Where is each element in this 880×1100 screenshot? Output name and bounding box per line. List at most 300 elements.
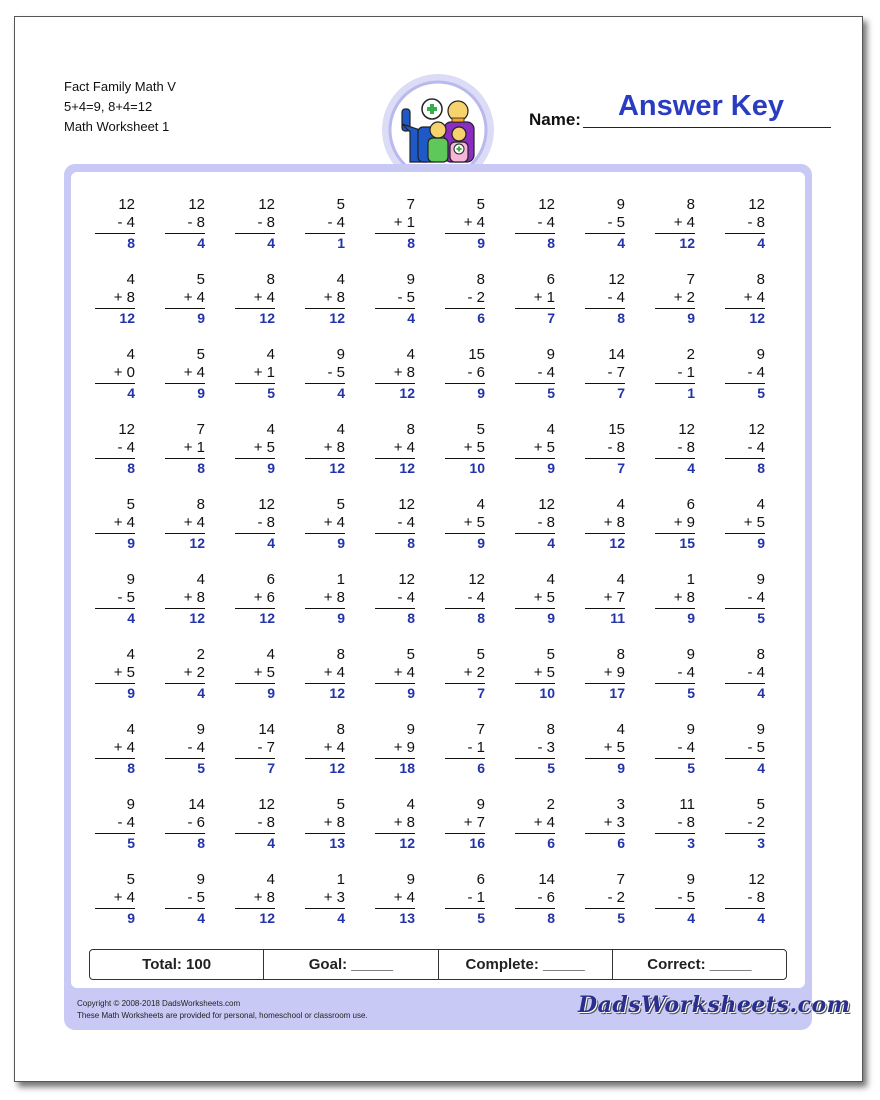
problem-operation [725, 889, 765, 907]
operator-sign: + [323, 889, 333, 906]
problem-item [585, 421, 625, 477]
operator-sign: - [467, 889, 473, 906]
problem-bottom-number: 5 [756, 514, 765, 531]
problem-answer: 5 [687, 685, 695, 701]
problem-bottom-number: 1 [686, 364, 695, 381]
problem-bottom-number: 4 [126, 439, 135, 456]
problem-operation [305, 214, 345, 232]
problem-answer: 9 [337, 610, 345, 626]
problem-top-number: 8 [196, 496, 205, 513]
problem-bottom-number: 4 [546, 214, 555, 231]
problem-bottom-number: 2 [476, 664, 485, 681]
problem-top-number: 7 [196, 421, 205, 438]
problem-item [305, 571, 345, 627]
problem-item [95, 196, 135, 252]
problem-top-number: 9 [126, 796, 135, 813]
problem-top-number: 14 [538, 871, 555, 888]
problem-operation [515, 289, 555, 307]
problem-top-number: 1 [336, 871, 345, 888]
problem-operation [235, 289, 275, 307]
problem-item [235, 796, 275, 852]
operator-sign: + [183, 664, 193, 681]
problem-item [305, 346, 345, 402]
problem-bottom-number: 4 [126, 889, 135, 906]
problem-operation [375, 214, 415, 232]
problem-top-number: 9 [546, 346, 555, 363]
problem-top-number: 8 [266, 271, 275, 288]
problem-bottom-number: 6 [546, 889, 555, 906]
problem-answer: 13 [329, 835, 345, 851]
problem-top-number: 9 [686, 721, 695, 738]
problem-operation [165, 889, 205, 907]
operator-sign: - [117, 439, 123, 456]
problem-top-number: 6 [546, 271, 555, 288]
problem-top-number: 11 [679, 796, 695, 813]
operator-sign: + [253, 889, 263, 906]
problem-top-number: 2 [196, 646, 205, 663]
problem-top-number: 1 [686, 571, 695, 588]
operator-sign: + [393, 364, 403, 381]
problem-operation [165, 289, 205, 307]
problem-answer: 8 [477, 610, 485, 626]
problem-top-number: 3 [616, 796, 625, 813]
problem-item [305, 796, 345, 852]
operator-sign: + [323, 814, 333, 831]
operator-sign: - [117, 814, 123, 831]
operator-sign: + [393, 664, 403, 681]
problem-item [725, 646, 765, 702]
problem-operation [655, 439, 695, 457]
operator-sign: + [393, 739, 403, 756]
problem-top-number: 4 [266, 646, 275, 663]
problem-operation [655, 289, 695, 307]
operator-sign: + [393, 814, 403, 831]
operator-sign: - [747, 814, 753, 831]
operator-sign: - [677, 439, 683, 456]
problem-item [375, 271, 415, 327]
brand-logo[interactable]: DadsWorksheets.com [578, 992, 851, 1018]
problem-top-number: 8 [756, 271, 765, 288]
problem-top-number: 5 [756, 796, 765, 813]
problem-bottom-number: 8 [406, 814, 415, 831]
problem-item [515, 721, 555, 777]
problem-bottom-number: 4 [126, 814, 135, 831]
problem-operation [445, 589, 485, 607]
operator-sign: + [673, 589, 683, 606]
problem-top-number: 8 [546, 721, 555, 738]
problem-answer: 4 [267, 835, 275, 851]
problem-item [235, 271, 275, 327]
problem-answer: 8 [127, 235, 135, 251]
problem-answer: 12 [679, 235, 695, 251]
problem-top-number: 15 [468, 346, 485, 363]
problem-answer: 5 [267, 385, 275, 401]
problem-top-number: 8 [686, 196, 695, 213]
problem-top-number: 8 [476, 271, 485, 288]
problem-bottom-number: 8 [266, 814, 275, 831]
problem-item [165, 346, 205, 402]
problem-top-number: 12 [398, 496, 415, 513]
problem-answer: 4 [687, 910, 695, 926]
problem-top-number: 7 [406, 196, 415, 213]
problem-answer: 12 [189, 535, 205, 551]
problem-item [235, 196, 275, 252]
problem-top-number: 12 [258, 196, 275, 213]
problem-bottom-number: 5 [616, 739, 625, 756]
operator-sign: - [187, 814, 193, 831]
problem-top-number: 4 [336, 271, 345, 288]
problem-top-number: 14 [608, 346, 625, 363]
problem-item [305, 421, 345, 477]
problem-operation [375, 814, 415, 832]
problem-bottom-number: 6 [196, 814, 205, 831]
operator-sign: - [117, 589, 123, 606]
problem-bottom-number: 8 [196, 214, 205, 231]
problem-operation [445, 664, 485, 682]
problem-top-number: 5 [476, 421, 485, 438]
problem-operation [725, 814, 765, 832]
operator-sign: + [113, 664, 123, 681]
problem-answer: 11 [610, 610, 625, 626]
problem-top-number: 4 [616, 571, 625, 588]
problem-bottom-number: 1 [196, 439, 205, 456]
operator-sign: + [603, 589, 613, 606]
problem-operation [515, 214, 555, 232]
problem-answer: 9 [547, 460, 555, 476]
problem-answer: 9 [757, 535, 765, 551]
answer-key-label: Answer Key [617, 90, 784, 122]
problem-bottom-number: 4 [756, 364, 765, 381]
problem-answer: 15 [679, 535, 695, 551]
problem-bottom-number: 4 [546, 364, 555, 381]
problem-operation [235, 364, 275, 382]
problem-operation [305, 889, 345, 907]
operator-sign: - [257, 514, 263, 531]
problem-bottom-number: 7 [616, 589, 625, 606]
problem-answer: 12 [259, 310, 275, 326]
problem-bottom-number: 7 [266, 739, 275, 756]
problem-answer: 6 [477, 310, 485, 326]
problem-operation [235, 664, 275, 682]
problem-item [725, 796, 765, 852]
operator-sign: - [537, 364, 543, 381]
operator-sign: + [393, 889, 403, 906]
problem-answer: 12 [329, 310, 345, 326]
problem-item [305, 721, 345, 777]
problem-answer: 4 [407, 310, 415, 326]
problem-bottom-number: 8 [266, 889, 275, 906]
problem-item [655, 196, 695, 252]
operator-sign: + [113, 739, 123, 756]
problem-bottom-number: 8 [266, 514, 275, 531]
problem-top-number: 9 [406, 721, 415, 738]
operator-sign: - [677, 364, 683, 381]
problem-bottom-number: 8 [336, 814, 345, 831]
problem-top-number: 12 [748, 871, 765, 888]
operator-sign: + [113, 289, 123, 306]
problem-answer: 4 [197, 910, 205, 926]
problem-answer: 16 [469, 835, 485, 851]
problem-top-number: 5 [406, 646, 415, 663]
operator-sign: - [187, 739, 193, 756]
problem-bottom-number: 5 [546, 589, 555, 606]
problem-item [95, 871, 135, 927]
problem-bottom-number: 7 [476, 814, 485, 831]
operator-sign: - [187, 214, 193, 231]
problem-top-number: 5 [336, 496, 345, 513]
problem-operation [95, 364, 135, 382]
problem-operation [585, 514, 625, 532]
problem-item [235, 421, 275, 477]
problem-bottom-number: 5 [406, 289, 415, 306]
problem-bottom-number: 4 [196, 514, 205, 531]
problem-bottom-number: 8 [336, 439, 345, 456]
problem-item [725, 421, 765, 477]
problem-bottom-number: 4 [616, 289, 625, 306]
problem-operation [95, 589, 135, 607]
worksheet-subtitle: 5+4=9, 8+4=12 [64, 99, 153, 114]
problem-top-number: 9 [476, 796, 485, 813]
problem-top-number: 7 [616, 871, 625, 888]
operator-sign: + [183, 589, 193, 606]
operator-sign: + [183, 289, 193, 306]
problem-operation [235, 739, 275, 757]
operator-sign: + [323, 739, 333, 756]
operator-sign: - [327, 214, 333, 231]
problem-operation [725, 289, 765, 307]
problem-operation [235, 889, 275, 907]
problem-operation [515, 589, 555, 607]
operator-sign: - [747, 739, 753, 756]
problem-item [95, 721, 135, 777]
problem-top-number: 9 [686, 646, 695, 663]
problem-operation [165, 439, 205, 457]
problem-item [165, 571, 205, 627]
problem-operation [585, 214, 625, 232]
problem-top-number: 5 [126, 496, 135, 513]
problem-bottom-number: 8 [686, 439, 695, 456]
problem-top-number: 9 [686, 871, 695, 888]
problem-answer: 5 [547, 385, 555, 401]
problem-bottom-number: 2 [476, 289, 485, 306]
problem-top-number: 12 [538, 496, 555, 513]
operator-sign: + [113, 514, 123, 531]
problem-operation [445, 889, 485, 907]
operator-sign: + [393, 214, 403, 231]
problem-operation [655, 214, 695, 232]
problem-answer: 9 [477, 535, 485, 551]
problem-item [165, 796, 205, 852]
problem-operation [655, 589, 695, 607]
operator-sign: - [747, 364, 753, 381]
problem-answer: 3 [757, 835, 765, 851]
problem-top-number: 4 [336, 421, 345, 438]
operator-sign: - [257, 214, 263, 231]
problem-top-number: 12 [468, 571, 485, 588]
problem-top-number: 9 [406, 871, 415, 888]
problem-top-number: 7 [476, 721, 485, 738]
problem-answer: 7 [477, 685, 485, 701]
problem-item [235, 871, 275, 927]
problem-answer: 18 [399, 760, 415, 776]
problem-item [585, 796, 625, 852]
problem-item [305, 496, 345, 552]
operator-sign: - [607, 364, 613, 381]
problem-item [375, 871, 415, 927]
problem-answer: 5 [197, 760, 205, 776]
problem-answer: 9 [337, 535, 345, 551]
problem-operation [515, 514, 555, 532]
problem-item [95, 571, 135, 627]
problem-bottom-number: 5 [476, 514, 485, 531]
problem-bottom-number: 4 [406, 514, 415, 531]
problem-answer: 13 [399, 910, 415, 926]
problem-answer: 8 [547, 910, 555, 926]
problem-item [725, 496, 765, 552]
operator-sign: - [677, 814, 683, 831]
problem-bottom-number: 4 [336, 514, 345, 531]
problem-bottom-number: 8 [336, 289, 345, 306]
operator-sign: - [537, 214, 543, 231]
problem-top-number: 4 [476, 496, 485, 513]
operator-sign: + [463, 814, 473, 831]
problem-item [165, 421, 205, 477]
problem-item [515, 346, 555, 402]
operator-sign: + [323, 439, 333, 456]
problem-answer: 5 [687, 760, 695, 776]
problem-answer: 8 [757, 460, 765, 476]
problem-operation [305, 664, 345, 682]
problem-operation [375, 889, 415, 907]
problem-answer: 4 [337, 910, 345, 926]
problem-item [445, 346, 485, 402]
problem-bottom-number: 2 [616, 889, 625, 906]
problem-bottom-number: 8 [756, 889, 765, 906]
problem-top-number: 9 [126, 571, 135, 588]
problem-answer: 4 [687, 460, 695, 476]
problem-answer: 10 [539, 685, 555, 701]
problem-item [305, 871, 345, 927]
problem-item [375, 346, 415, 402]
operator-sign: - [677, 739, 683, 756]
problem-operation [235, 439, 275, 457]
problem-operation [445, 214, 485, 232]
problem-operation [165, 589, 205, 607]
problem-answer: 12 [329, 760, 345, 776]
problem-bottom-number: 4 [336, 664, 345, 681]
problem-operation [515, 664, 555, 682]
problem-operation [445, 364, 485, 382]
problem-bottom-number: 4 [196, 364, 205, 381]
operator-sign: + [183, 439, 193, 456]
operator-sign: - [747, 439, 753, 456]
problem-answer: 4 [757, 235, 765, 251]
problem-answer: 6 [617, 835, 625, 851]
problem-item [305, 196, 345, 252]
operator-sign: + [743, 514, 753, 531]
operator-sign: + [533, 289, 543, 306]
problem-bottom-number: 1 [476, 739, 485, 756]
problem-answer: 4 [197, 685, 205, 701]
problem-operation [375, 439, 415, 457]
problem-answer: 4 [757, 910, 765, 926]
problem-operation [305, 814, 345, 832]
problem-operation [585, 439, 625, 457]
problem-item [725, 196, 765, 252]
problem-operation [655, 739, 695, 757]
operator-sign: - [537, 889, 543, 906]
problem-answer: 12 [259, 910, 275, 926]
problem-item [515, 271, 555, 327]
problem-operation [375, 739, 415, 757]
problem-operation [725, 214, 765, 232]
problem-answer: 12 [329, 460, 345, 476]
problem-answer: 3 [687, 835, 695, 851]
problem-answer: 9 [267, 685, 275, 701]
operator-sign: + [533, 589, 543, 606]
problem-bottom-number: 8 [616, 439, 625, 456]
footer-notes [77, 998, 368, 1022]
problem-top-number: 4 [126, 721, 135, 738]
problem-operation [725, 439, 765, 457]
problem-bottom-number: 7 [616, 364, 625, 381]
operator-sign: + [603, 664, 613, 681]
problem-answer: 6 [477, 760, 485, 776]
problem-item [445, 646, 485, 702]
problem-operation [375, 514, 415, 532]
problem-top-number: 12 [748, 421, 765, 438]
problem-operation [445, 289, 485, 307]
problem-item [655, 421, 695, 477]
problem-bottom-number: 5 [686, 889, 695, 906]
operator-sign: - [187, 889, 193, 906]
problem-operation [655, 364, 695, 382]
problem-answer: 8 [407, 535, 415, 551]
operator-sign: + [253, 664, 263, 681]
problem-bottom-number: 9 [686, 514, 695, 531]
problem-operation [375, 664, 415, 682]
problem-answer: 8 [127, 460, 135, 476]
problem-answer: 9 [687, 610, 695, 626]
problem-operation [515, 739, 555, 757]
operator-sign: - [397, 589, 403, 606]
problem-bottom-number: 4 [196, 739, 205, 756]
problem-item [445, 196, 485, 252]
problem-item [585, 496, 625, 552]
problem-item [655, 646, 695, 702]
problem-item [235, 496, 275, 552]
problem-item [445, 271, 485, 327]
problem-top-number: 12 [188, 196, 205, 213]
problem-bottom-number: 1 [266, 364, 275, 381]
problem-top-number: 1 [336, 571, 345, 588]
problem-answer: 4 [127, 385, 135, 401]
operator-sign: + [253, 364, 263, 381]
problem-operation [235, 814, 275, 832]
problem-answer: 5 [127, 835, 135, 851]
operator-sign: + [183, 514, 193, 531]
problem-bottom-number: 5 [756, 739, 765, 756]
operator-sign: - [467, 589, 473, 606]
problem-top-number: 2 [686, 346, 695, 363]
problem-operation [165, 814, 205, 832]
problem-top-number: 8 [406, 421, 415, 438]
problem-operation [515, 889, 555, 907]
problem-operation [725, 739, 765, 757]
problem-bottom-number: 5 [196, 889, 205, 906]
problem-answer: 7 [267, 760, 275, 776]
problem-item [375, 646, 415, 702]
